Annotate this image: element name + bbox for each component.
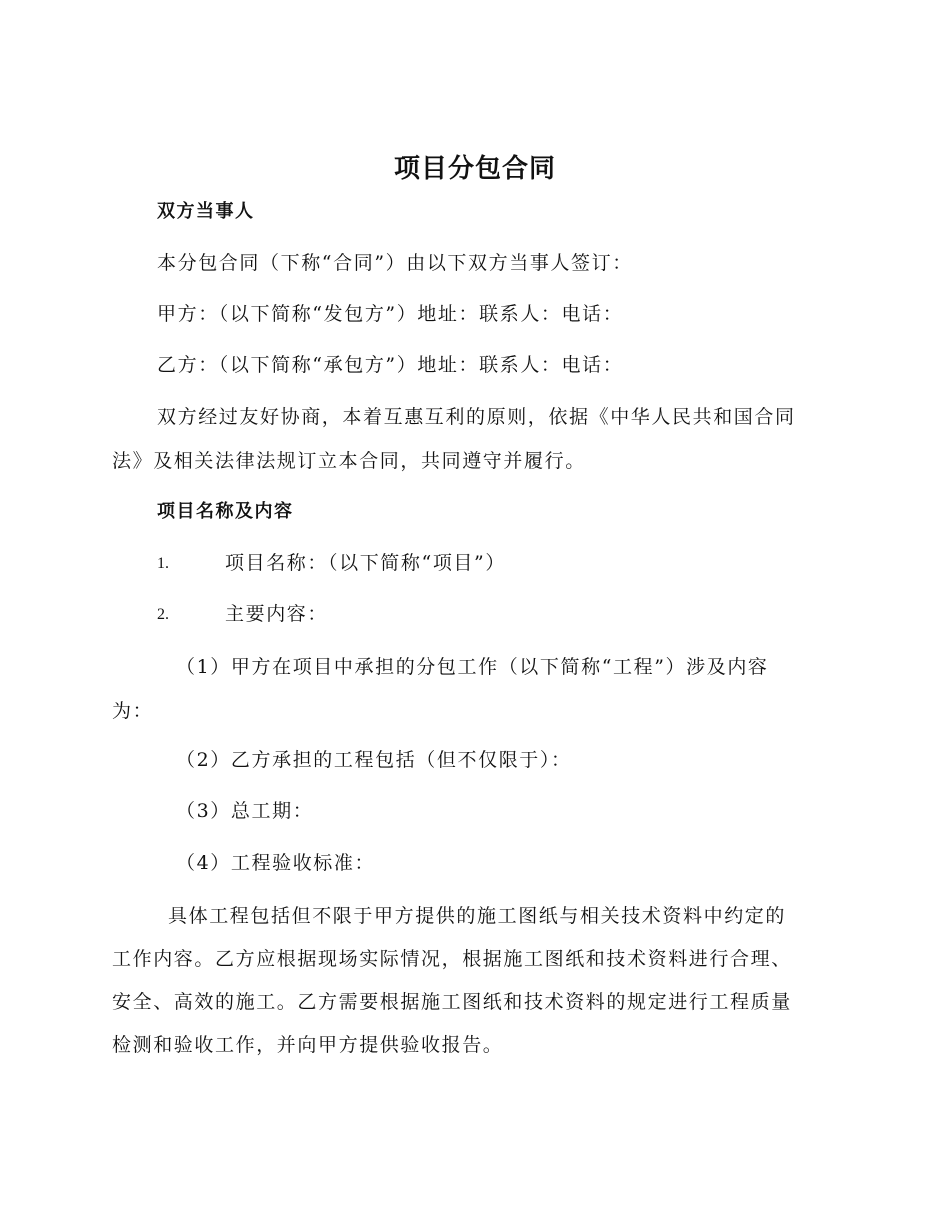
sub-item-1-line-1: （1）甲方在项目中承担的分包工作（以下简称“工程”）涉及内容	[176, 656, 769, 678]
basis-line-1: 双方经过友好协商，本着互惠互利的原则，依据《中华人民共和国合同	[157, 406, 796, 428]
document-title: 项目分包合同	[393, 154, 556, 184]
party-b-line: 乙方：（以下简称“承包方”）地址：联系人：电话：	[157, 354, 624, 376]
sub-item-4: （4）工程验收标准：	[176, 852, 376, 874]
basis-line-2: 法》及相关法律法规订立本合同，共同遵守并履行。	[112, 450, 586, 472]
list-item-text: 项目名称：（以下简称“项目”）	[225, 552, 506, 574]
list-item-number: 1.	[157, 555, 169, 572]
paragraph-line: 检测和验收工作，并向甲方提供验收报告。	[112, 1034, 504, 1056]
sub-item-1-line-2: 为：	[112, 700, 154, 722]
paragraph-line: 具体工程包括但不限于甲方提供的施工图纸与相关技术资料中约定的	[168, 905, 787, 927]
list-item-number: 2.	[157, 606, 169, 623]
paragraph-line: 工作内容。乙方应根据现场实际情况，根据施工图纸和技术资料进行合理、	[112, 948, 792, 970]
section-heading-parties: 双方当事人	[157, 201, 255, 222]
sub-item-2: （2）乙方承担的工程包括（但不仅限于）：	[176, 749, 572, 771]
paragraph-line: 安全、高效的施工。乙方需要根据施工图纸和技术资料的规定进行工程质量	[112, 991, 792, 1013]
list-item-text: 主要内容：	[225, 603, 329, 625]
sub-item-3: （3）总工期：	[176, 800, 314, 822]
contract-intro: 本分包合同（下称“合同”）由以下双方当事人签订：	[157, 252, 633, 274]
party-a-line: 甲方：（以下简称“发包方”）地址：联系人：电话：	[157, 303, 624, 325]
section-heading-project: 项目名称及内容	[157, 501, 294, 522]
